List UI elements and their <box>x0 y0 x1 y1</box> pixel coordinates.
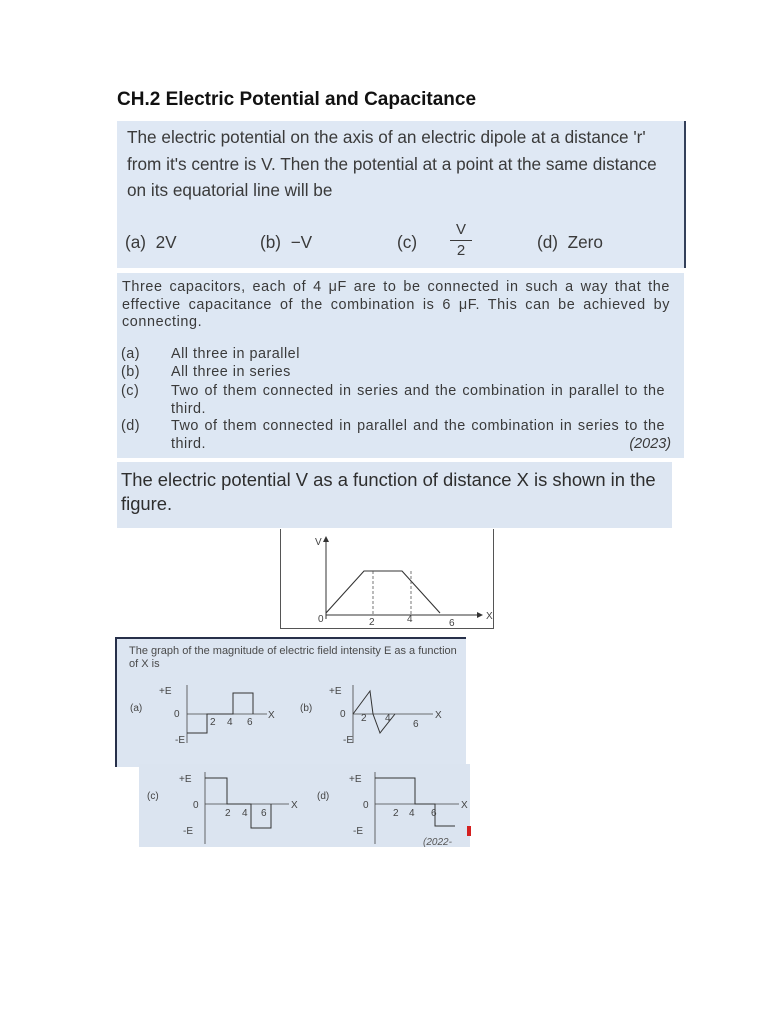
origin-label: 0 <box>193 800 199 811</box>
potential-graph-svg <box>281 529 495 629</box>
tick-4: 4 <box>409 808 415 819</box>
curve-a <box>187 693 253 733</box>
question-3-text: The electric potential V as a function of distance X is shown in the figure. <box>121 469 656 514</box>
q4-option-d-label: (d) <box>317 791 330 802</box>
x-label: X <box>435 710 442 721</box>
graph-origin-label: 0 <box>318 614 324 625</box>
q2-option-b-text: All three in series <box>171 364 291 380</box>
curve-b <box>353 691 395 733</box>
q2-option-a-text: All three in parallel <box>171 346 300 362</box>
q4-options-c-d <box>139 764 470 847</box>
question-4-card <box>115 637 466 767</box>
v-axis-arrow <box>323 536 329 542</box>
q4-option-b-label: (b) <box>300 703 313 714</box>
q2-option-d-label: (d) <box>121 418 141 434</box>
q4-year-partial: (2022- <box>423 837 452 848</box>
q2-option-c <box>121 383 665 419</box>
minus-e-label: -E <box>183 826 193 837</box>
tick-2: 2 <box>225 808 231 819</box>
q2-option-c-label: (c) <box>121 383 140 399</box>
question-1-card <box>117 121 686 268</box>
graph-option-c <box>179 772 298 844</box>
q1-option-c-label: (c) <box>397 232 418 252</box>
q4-options-a-b <box>125 681 455 765</box>
fraction-denominator: 2 <box>456 242 466 259</box>
minus-e-label: -E <box>175 735 185 746</box>
origin-label: 0 <box>363 800 369 811</box>
question-1-text: The electric potential on the axis of an electric dipole at a distance 'r' from it's centre is V. Then the potential at a point at the same distance on its equatorial line will be <box>127 127 657 200</box>
plus-e-label: +E <box>349 774 362 785</box>
q1-option-b-label: (b) <box>260 232 282 252</box>
q2-option-b <box>121 364 661 382</box>
plus-e-label: +E <box>159 686 172 697</box>
tick-label-4: 4 <box>407 614 413 625</box>
tick-2: 2 <box>393 808 399 819</box>
q1-option-a-value: 2V <box>155 232 177 252</box>
plus-e-label: +E <box>329 686 342 697</box>
x-label: X <box>268 710 275 721</box>
q2-option-a-label: (a) <box>121 346 141 362</box>
chapter-heading: CH.2 Electric Potential and Capacitance <box>117 89 477 110</box>
fraction-bar <box>450 240 472 241</box>
q2-option-b-label: (b) <box>121 364 141 380</box>
tick-6: 6 <box>247 717 253 728</box>
tick-6: 6 <box>413 719 419 730</box>
q4-option-a-label: (a) <box>130 703 143 714</box>
q1-option-a-label: (a) <box>125 232 147 252</box>
origin-label: 0 <box>174 709 180 720</box>
q1-option-d <box>537 232 603 253</box>
q2-option-c-text: Two of them connected in series and the combination in parallel to the third. <box>171 383 665 417</box>
q1-option-d-value: Zero <box>567 232 603 252</box>
q2-option-d <box>121 418 665 454</box>
minus-e-label: -E <box>353 826 363 837</box>
x-axis-label: X <box>486 611 493 622</box>
tick-4: 4 <box>242 808 248 819</box>
x-label: X <box>291 800 298 811</box>
q1-option-a <box>125 232 177 253</box>
fraction-numerator: V <box>455 221 466 238</box>
question-3-card <box>117 462 672 528</box>
q1-option-c-fraction <box>450 221 472 260</box>
q2-option-a <box>121 346 661 364</box>
v-axis-label: V <box>315 537 322 548</box>
potential-vs-distance-graph <box>280 529 494 629</box>
red-mark <box>467 826 471 836</box>
tick-label-6: 6 <box>449 618 455 629</box>
graph-option-b <box>329 685 442 746</box>
minus-e-label: -E <box>343 735 353 746</box>
q4-option-c-label: (c) <box>147 791 159 802</box>
tick-4: 4 <box>385 713 391 724</box>
graph-option-d <box>349 772 468 844</box>
question-2-card <box>117 273 684 458</box>
tick-6: 6 <box>261 808 267 819</box>
question-4-card-continued <box>139 764 470 847</box>
x-label: X <box>461 800 468 811</box>
q2-year: (2023) <box>629 436 671 452</box>
graph-option-a <box>159 685 275 746</box>
origin-label: 0 <box>340 709 346 720</box>
curve-d <box>375 778 455 826</box>
tick-6: 6 <box>431 808 437 819</box>
curve-c <box>205 778 271 828</box>
q1-option-d-label: (d) <box>537 232 559 252</box>
tick-4: 4 <box>227 717 233 728</box>
tick-2: 2 <box>210 717 216 728</box>
x-axis-arrow <box>477 612 483 618</box>
plus-e-label: +E <box>179 774 192 785</box>
q1-option-b-value: −V <box>290 232 313 252</box>
q2-option-d-text: Two of them connected in parallel and the combination in series to the third. <box>171 418 665 452</box>
question-2-text: Three capacitors, each of 4 μF are to be connected in such a way that the effective capacitance of the combination is 6 μF. This can be achieved by connecting. <box>122 279 670 331</box>
q1-option-b <box>260 232 312 253</box>
tick-label-2: 2 <box>369 617 375 628</box>
tick-2: 2 <box>361 713 367 724</box>
question-4-text: The graph of the magnitude of electric field intensity E as a function of X is <box>129 645 457 670</box>
potential-curve <box>326 571 440 613</box>
